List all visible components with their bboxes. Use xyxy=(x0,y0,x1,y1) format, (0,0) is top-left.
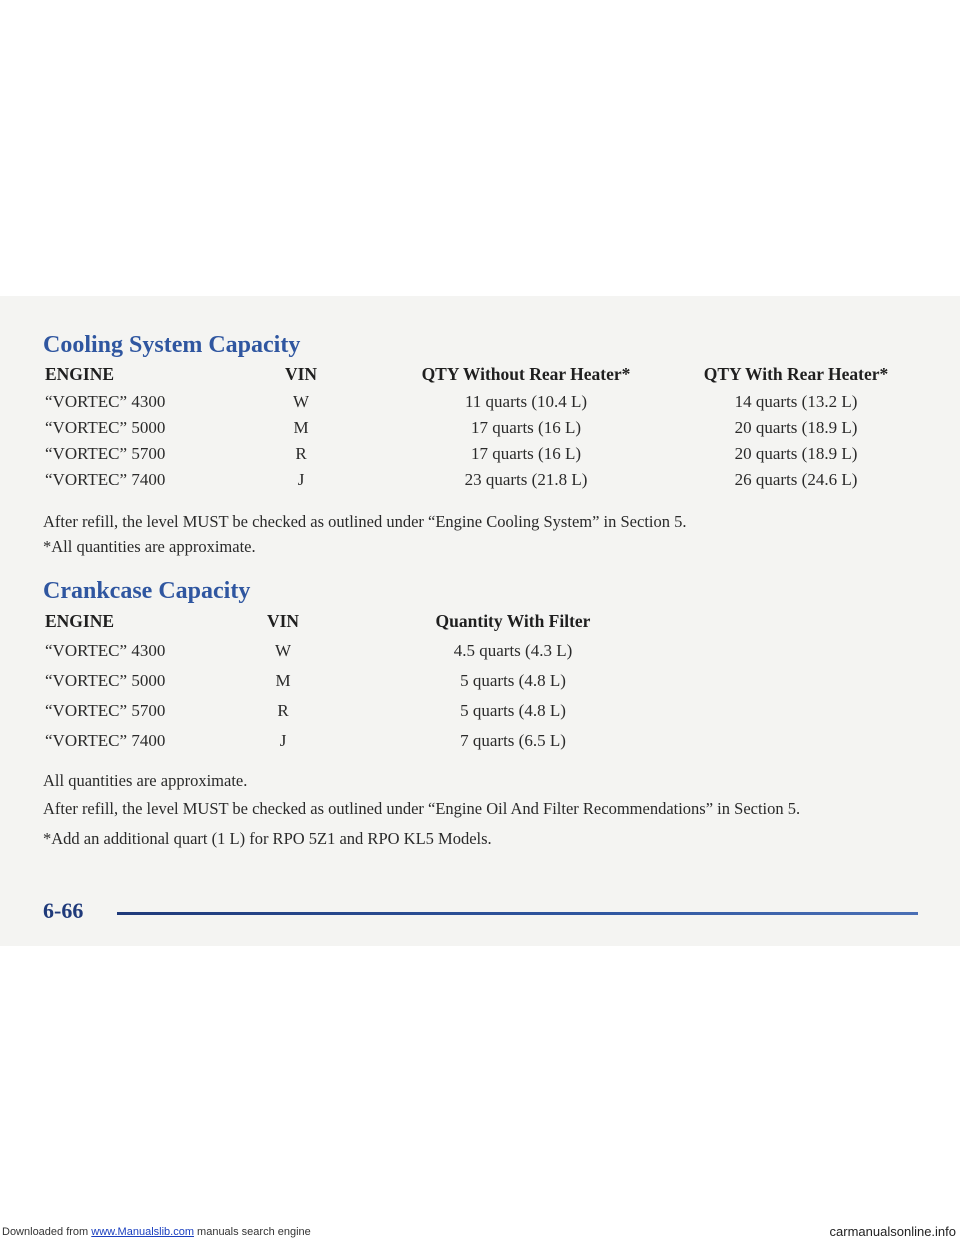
crankcase-row-engine: “VORTEC” 4300 xyxy=(45,641,166,660)
cooling-row-without: 23 quarts (21.8 L) xyxy=(464,470,588,489)
crankcase-row-engine: “VORTEC” 7400 xyxy=(45,731,166,750)
cooling-header-without: QTY Without Rear Heater* xyxy=(421,364,631,384)
crankcase-capacity-heading: Crankcase Capacity xyxy=(43,578,251,604)
cooling-row-engine: “VORTEC” 7400 xyxy=(45,470,166,489)
crankcase-row-vin: W xyxy=(274,641,292,660)
crankcase-header-qty: Quantity With Filter xyxy=(435,611,591,631)
page-number: 6-66 xyxy=(43,898,84,923)
cooling-row-engine: “VORTEC” 5000 xyxy=(45,418,166,437)
cooling-row-without: 11 quarts (10.4 L) xyxy=(464,392,588,411)
cooling-row-with: 20 quarts (18.9 L) xyxy=(734,444,858,463)
cooling-capacity-heading: Cooling System Capacity xyxy=(43,332,301,358)
cooling-row-vin: J xyxy=(297,470,305,489)
crankcase-row-vin: R xyxy=(277,701,289,720)
footer-prefix: Downloaded from xyxy=(2,1226,92,1238)
cooling-row-engine: “VORTEC” 5700 xyxy=(45,444,166,463)
crankcase-row-qty: 5 quarts (4.8 L) xyxy=(460,701,566,720)
crankcase-row-vin: J xyxy=(279,731,287,750)
crankcase-row-qty: 7 quarts (6.5 L) xyxy=(460,731,566,750)
cooling-header-vin: VIN xyxy=(284,364,318,384)
page-rule xyxy=(117,912,918,915)
crankcase-approx-note: All quantities are approximate. xyxy=(43,771,248,790)
crankcase-row-engine: “VORTEC” 5000 xyxy=(45,671,166,690)
cooling-row-with: 20 quarts (18.9 L) xyxy=(734,418,858,437)
crankcase-row-qty: 4.5 quarts (4.3 L) xyxy=(453,641,573,660)
cooling-row-vin: M xyxy=(293,418,309,437)
cooling-row-without: 17 quarts (16 L) xyxy=(470,444,582,463)
cooling-row-with: 26 quarts (24.6 L) xyxy=(734,470,858,489)
crankcase-refill-note: After refill, the level MUST be checked as outlined under “Engine Oil And Filter Recommendations” in Section 5. xyxy=(43,799,801,818)
manualslib-link[interactable]: www.Manualslib.com xyxy=(91,1226,194,1238)
crankcase-row-engine: “VORTEC” 5700 xyxy=(45,701,166,720)
cooling-row-engine: “VORTEC” 4300 xyxy=(45,392,166,411)
footer-suffix: manuals search engine xyxy=(193,1226,311,1238)
cooling-row-without: 17 quarts (16 L) xyxy=(470,418,582,437)
cooling-header-with: QTY With Rear Heater* xyxy=(703,364,889,384)
cooling-row-vin: W xyxy=(292,392,310,411)
cooling-row-vin: R xyxy=(295,444,307,463)
crankcase-header-vin: VIN xyxy=(266,611,300,631)
cooling-approx-note: *All quantities are approximate. xyxy=(43,537,256,556)
cooling-header-engine: ENGINE xyxy=(45,364,115,384)
cooling-refill-note: After refill, the level MUST be checked as outlined under “Engine Cooling System” in Section 5. xyxy=(43,512,687,531)
crankcase-row-qty: 5 quarts (4.8 L) xyxy=(460,671,566,690)
crankcase-row-vin: M xyxy=(275,671,291,690)
site-watermark: carmanualsonline.info xyxy=(829,1224,956,1239)
download-footer xyxy=(2,1226,311,1238)
crankcase-header-engine: ENGINE xyxy=(45,611,115,631)
crankcase-additional-note: *Add an additional quart (1 L) for RPO 5Z1 and RPO KL5 Models. xyxy=(43,829,492,848)
cooling-row-with: 14 quarts (13.2 L) xyxy=(734,392,858,411)
